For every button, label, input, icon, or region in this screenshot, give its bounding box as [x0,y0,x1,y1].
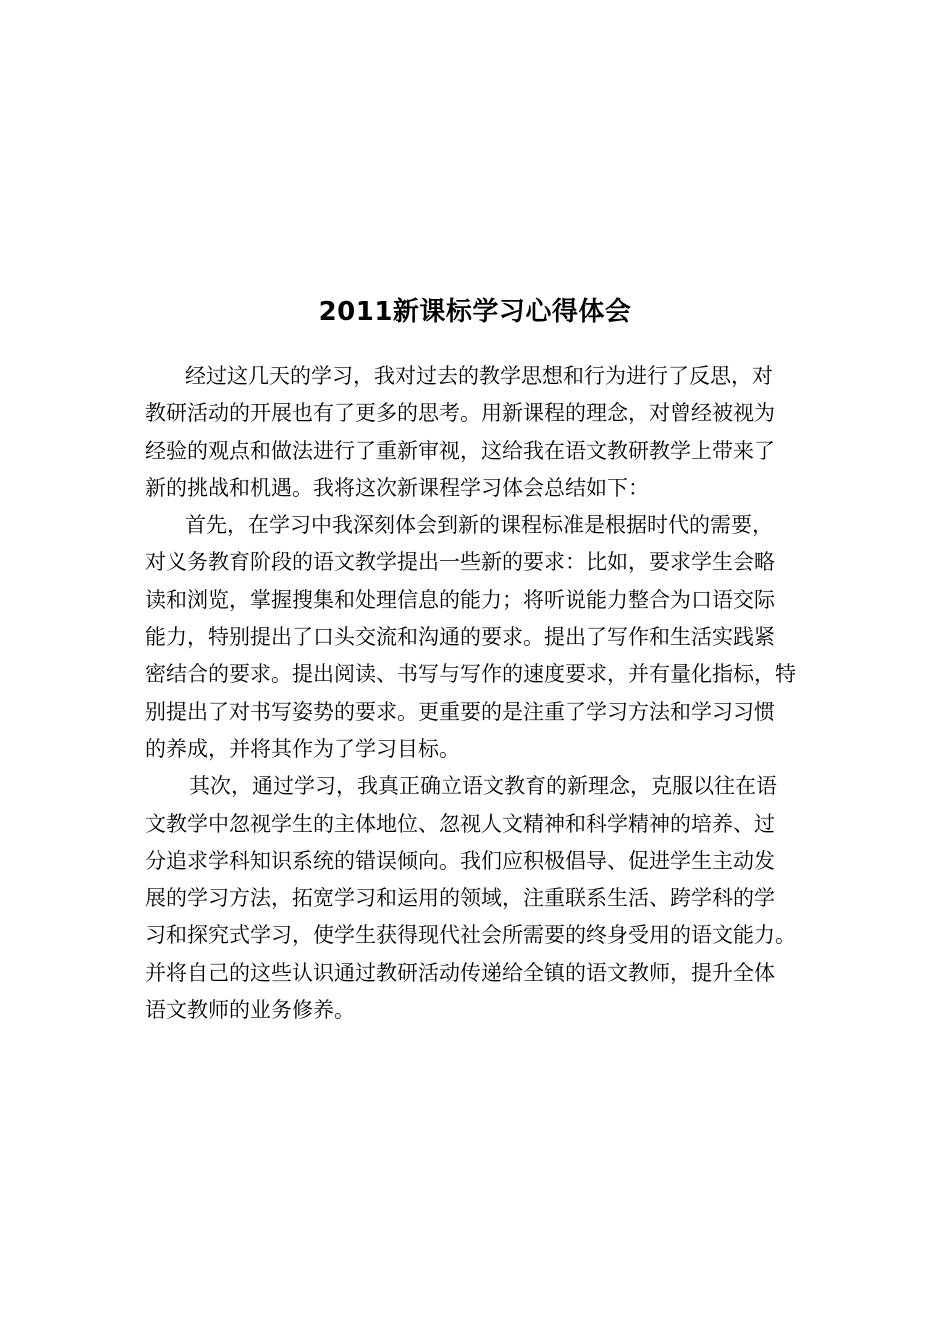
paragraph-line: 别提出了对书写姿势的要求。更重要的是注重了学习方法和学习习惯 [145,699,775,724]
paragraph-line: 习和探究式学习，使学生获得现代社会所需要的终身受用的语文能力。 [145,923,796,948]
paragraph-line: 首先，在学习中我深刻体会到新的课程标准是根据时代的需要， [185,513,773,538]
paragraph-line: 分追求学科知识系统的错误倾向。我们应积极倡导、促进学生主动发 [145,848,775,873]
paragraph-line: 能力，特别提出了口头交流和沟通的要求。提出了写作和生活实践紧 [145,625,775,650]
paragraph-2 [145,507,845,768]
paragraph-line: 文教学中忽视学生的主体地位、忽视人文精神和科学精神的培养、过 [145,811,775,836]
document-body [145,358,845,1029]
paragraph-line: 经验的观点和做法进行了重新审视，这给我在语文教研教学上带来了 [145,438,775,463]
paragraph-line: 的养成，并将其作为了学习目标。 [145,736,460,761]
paragraph-line: 教研活动的开展也有了更多的思考。用新课程的理念，对曾经被视为 [145,401,775,426]
document-title: 2011新课标学习心得体会 [318,297,632,327]
paragraph-line: 语文教师的业务修养。 [145,998,355,1023]
paragraph-3 [145,768,845,1029]
paragraph-line: 新的挑战和机遇。我将这次新课程学习体会总结如下： [145,475,649,500]
paragraph-line: 对义务教育阶段的语文教学提出一些新的要求：比如，要求学生会略 [145,550,775,575]
paragraph-line: 并将自己的这些认识通过教研活动传递给全镇的语文教师，提升全体 [145,960,775,985]
paragraph-line: 展的学习方法，拓宽学习和运用的领域，注重联系生活、跨学科的学 [145,886,775,911]
paragraph-line: 经过这几天的学习，我对过去的教学思想和行为进行了反思，对 [185,364,773,388]
paragraph-line: 读和浏览，掌握搜集和处理信息的能力；将听说能力整合为口语交际 [145,587,775,612]
paragraph-line: 密结合的要求。提出阅读、书写与写作的速度要求，并有量化指标，特 [145,662,796,687]
paragraph-1 [145,358,845,507]
paragraph-line: 其次，通过学习，我真正确立语文教育的新理念，克服以往在语 [189,774,777,799]
